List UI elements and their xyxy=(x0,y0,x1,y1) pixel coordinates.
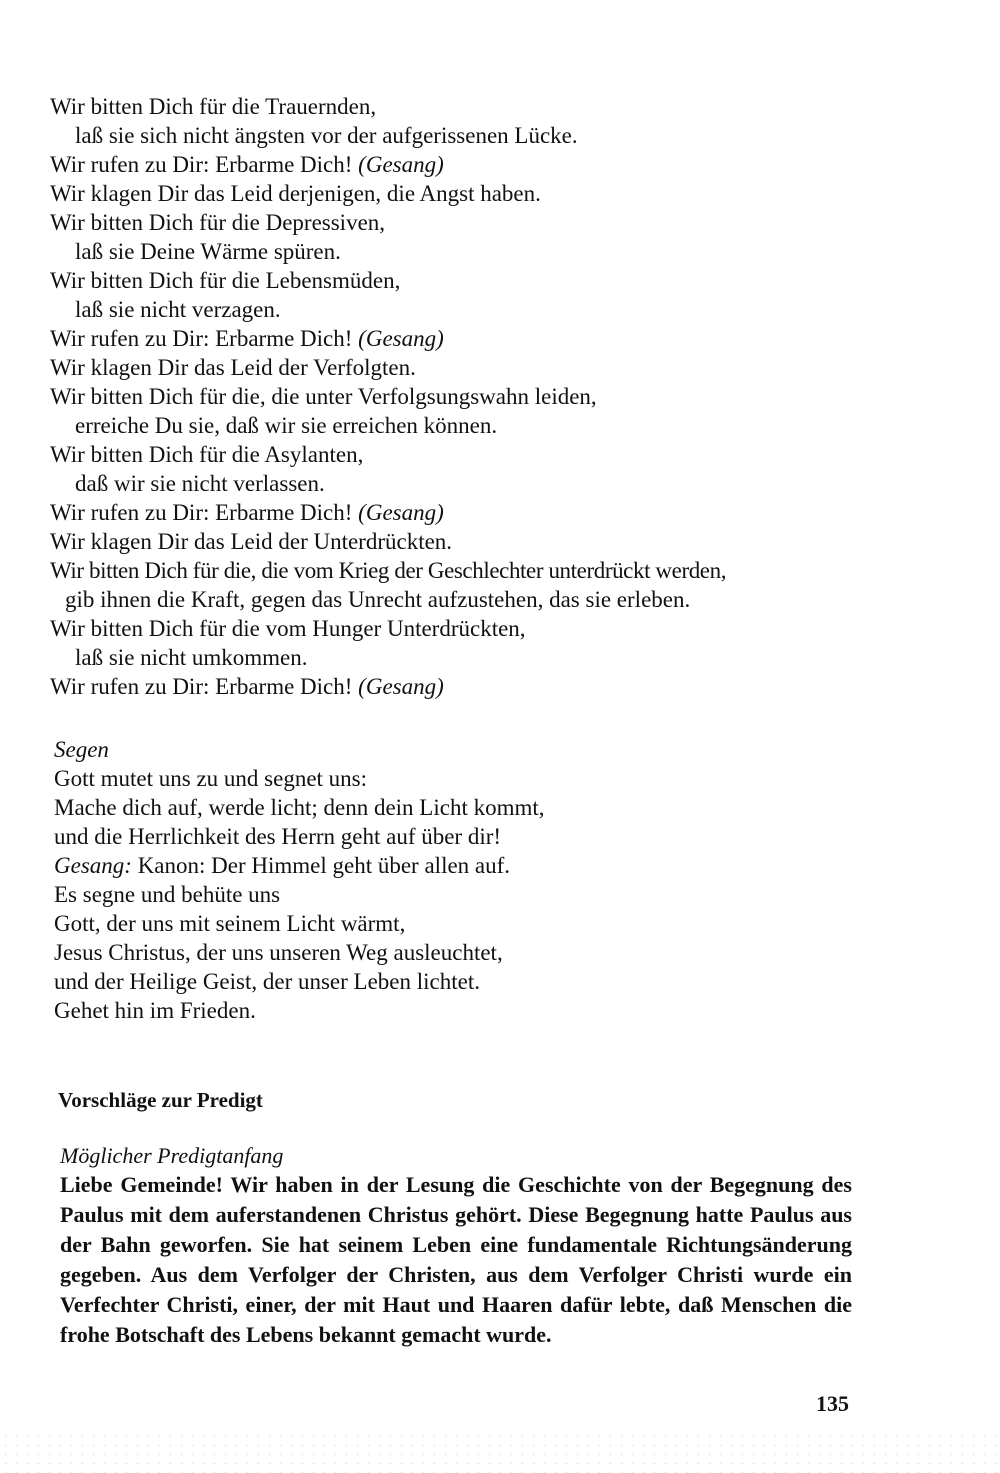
prayer-line: Wir bitten Dich für die vom Hunger Unterdrückten, xyxy=(50,616,526,641)
song-cue: (Gesang) xyxy=(358,152,444,177)
refrain-text: Wir rufen zu Dir: Erbarme Dich! xyxy=(50,326,353,351)
blessing-line: Mache dich auf, werde licht; denn dein Licht kommt, xyxy=(54,795,545,820)
prayer-line: Wir bitten Dich für die Lebensmüden, xyxy=(50,268,401,293)
refrain-text: Wir rufen zu Dir: Erbarme Dich! xyxy=(50,674,353,699)
prayer-line: Wir bitten Dich für die, die vom Krieg der Geschlechter unterdrückt werden, xyxy=(50,558,727,583)
blessing-section xyxy=(54,735,864,1025)
prayer-line: laß sie sich nicht ängsten vor der aufgerissenen Lücke. xyxy=(75,123,578,148)
intercession-prayer xyxy=(50,92,860,701)
prayer-line: Wir klagen Dir das Leid der Unterdrückten. xyxy=(50,529,453,554)
prayer-line: Wir bitten Dich für die, die unter Verfolgsungswahn leiden, xyxy=(50,384,597,409)
blessing-line: und die Herrlichkeit des Herrn geht auf über dir! xyxy=(54,824,502,849)
prayer-line: Wir klagen Dir das Leid derjenigen, die Angst haben. xyxy=(50,181,541,206)
sermon-paragraph: Liebe Gemeinde! Wir haben in der Lesung die Geschichte von der Begegnung des Paulus mit dem auferstandenen Christus gehört. Diese Begegnung hatte Paulus aus der Bahn geworfen. Sie hat seinem Leben eine fundamentale Richtungsänderung gegeben. Aus dem Verfolger der Christen, aus dem Verfolger Christi wurde ein Verfechter Christi, einer, der mit Haut und Haaren dafür lebte, daß Menschen die frohe Botschaft des Lebens bekannt gemacht wurde. xyxy=(60,1172,852,1347)
prayer-line: Wir bitten Dich für die Trauernden, xyxy=(50,94,377,119)
blessing-song-line xyxy=(54,851,864,880)
blessing-title: Segen xyxy=(54,737,109,762)
song-cue: (Gesang) xyxy=(358,326,444,351)
song-text: Kanon: Der Himmel geht über allen auf. xyxy=(137,853,511,878)
prayer-line: laß sie Deine Wärme spüren. xyxy=(75,239,341,264)
prayer-refrain xyxy=(50,150,860,179)
refrain-text: Wir rufen zu Dir: Erbarme Dich! xyxy=(50,500,353,525)
prayer-line: Wir bitten Dich für die Depressiven, xyxy=(50,210,386,235)
prayer-line: gib ihnen die Kraft, gegen das Unrecht aufzustehen, das sie erleben. xyxy=(65,587,691,612)
prayer-refrain xyxy=(50,498,860,527)
song-label: Gesang: xyxy=(54,853,132,878)
prayer-line: erreiche Du sie, daß wir sie erreichen können. xyxy=(75,413,498,438)
song-cue: (Gesang) xyxy=(358,500,444,525)
blessing-line: Gott, der uns mit seinem Licht wärmt, xyxy=(54,911,406,936)
prayer-line: Wir klagen Dir das Leid der Verfolgten. xyxy=(50,355,416,380)
prayer-line: laß sie nicht umkommen. xyxy=(75,645,308,670)
blessing-line: Es segne und behüte uns xyxy=(54,882,281,907)
blessing-line: Jesus Christus, der uns unseren Weg ausleuchtet, xyxy=(54,940,503,965)
refrain-text: Wir rufen zu Dir: Erbarme Dich! xyxy=(50,152,353,177)
prayer-refrain xyxy=(50,672,860,701)
prayer-line: Wir bitten Dich für die Asylanten, xyxy=(50,442,364,467)
scan-noise xyxy=(0,1432,1000,1473)
blessing-line: Gott mutet uns zu und segnet uns: xyxy=(54,766,368,791)
sermon-subheading: Möglicher Predigtanfang xyxy=(60,1143,284,1168)
prayer-refrain xyxy=(50,324,860,353)
song-cue: (Gesang) xyxy=(358,674,444,699)
blessing-line: Gehet hin im Frieden. xyxy=(54,998,256,1023)
prayer-line: daß wir sie nicht verlassen. xyxy=(75,471,325,496)
blessing-line: und der Heilige Geist, der unser Leben lichtet. xyxy=(54,969,480,994)
prayer-line: laß sie nicht verzagen. xyxy=(75,297,281,322)
sermon-heading: Vorschläge zur Predigt xyxy=(58,1088,263,1112)
page-number: 135 xyxy=(816,1391,849,1416)
